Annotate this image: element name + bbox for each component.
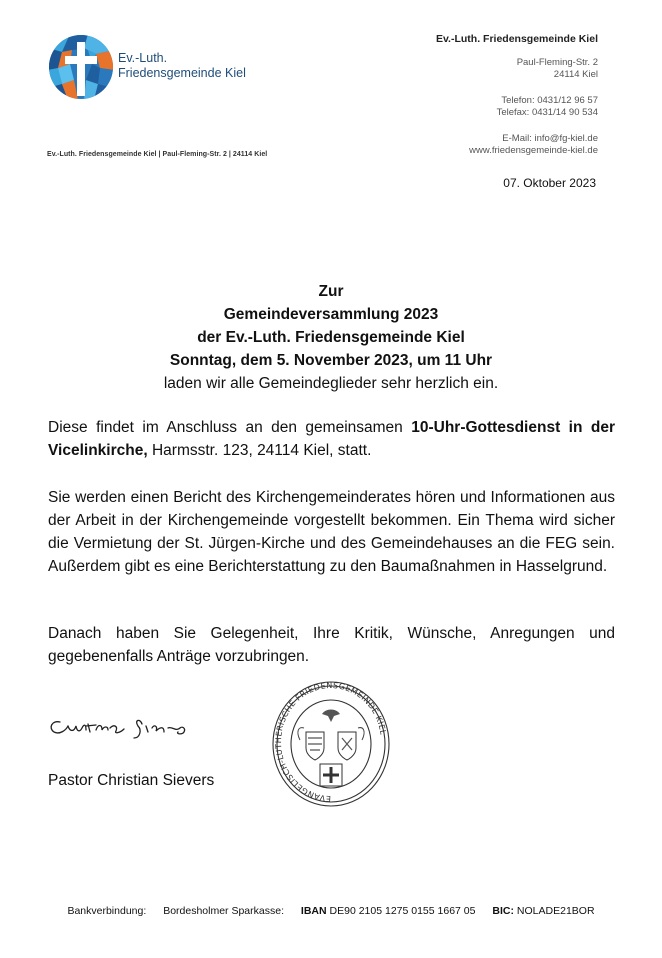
church-seal-icon: [270, 680, 392, 812]
mosaic-cross-logo-icon: [48, 34, 114, 100]
paragraph-feedback: Danach haben Sie Gelegenheit, Ihre Kritik, Wünsche, Anregungen und gegebenenfalls Anträge vorzubringen.: [48, 625, 615, 665]
p1-bold: 10-Uhr-Gottesdienst in der Vicelinkirche,: [48, 419, 616, 459]
logo-wordmark: [118, 51, 246, 81]
return-address-line: Ev.-Luth. Friedensgemeinde Kiel | Paul-Fleming-Str. 2 | 24114 Kiel: [47, 151, 268, 158]
logo-line-1: Ev.-Luth.: [118, 51, 168, 65]
sender-fax: Telefax: 0431/14 90 534: [496, 107, 598, 118]
signatory-name: Pastor Christian Sievers: [48, 772, 215, 789]
sender-name: Ev.-Luth. Friedensgemeinde Kiel: [435, 33, 598, 45]
footer-bic-label: BIC:: [492, 905, 514, 917]
paragraph-location: [48, 416, 615, 462]
seal-text: EVANGELISCH-LUTHERISCHE FRIEDENSGEMEINDE KIEL: [273, 680, 388, 804]
footer-bic: NOLADE21BOR: [516, 905, 595, 917]
p1-end: Harmsstr. 123, 24114 Kiel, statt.: [147, 442, 372, 459]
sender-phone: Telefon: 0431/12 96 57: [501, 94, 598, 106]
sender-address-block: [436, 33, 598, 158]
footer-iban-label: IBAN: [300, 905, 327, 917]
p1-start: Diese findet im Anschluss an den gemeinsamen: [48, 419, 412, 436]
heading-line-3: der Ev.-Luth. Friedensgemeinde Kiel: [197, 329, 465, 346]
footer-label: Bankverbindung:: [67, 905, 147, 917]
letter-date: 07. Oktober 2023: [503, 176, 596, 190]
heading-line-1: Zur: [318, 283, 344, 300]
heading-line-2: Gemeindeversammlung 2023: [223, 306, 439, 323]
invitation-heading: [0, 280, 662, 395]
sender-website: www.friedensgemeinde-kiel.de: [469, 145, 598, 156]
footer-iban: DE90 2105 1275 0155 1667 05: [329, 905, 476, 917]
church-logo: [48, 34, 248, 102]
sender-city: 24114 Kiel: [553, 69, 598, 80]
sender-street: Paul-Fleming-Str. 2: [516, 56, 598, 68]
handwritten-signature-icon: [44, 702, 204, 746]
bank-details-footer: [0, 905, 662, 917]
heading-line-4: Sonntag, dem 5. November 2023, um 11 Uhr: [169, 352, 493, 369]
heading-line-5: laden wir alle Gemeindeglieder sehr herzlich ein.: [163, 375, 499, 392]
logo-line-2: Friedensgemeinde Kiel: [118, 66, 246, 80]
sender-email: E-Mail: info@fg-kiel.de: [502, 132, 598, 144]
footer-bank: Bordesholmer Sparkasse:: [163, 905, 284, 917]
paragraph-agenda: Sie werden einen Bericht des Kirchengemeinderates hören und Informationen aus der Arbeit in der Kirchengemeinde vorgestellt bekommen. Ein Thema wird sicher die Vermietung der St. Jürgen-Kirche und des Gemeindehauses an die FEG sein. Außerdem gibt es eine Berichterstattung zu den Baumaßnahmen in Hasselgrund.: [48, 489, 615, 575]
